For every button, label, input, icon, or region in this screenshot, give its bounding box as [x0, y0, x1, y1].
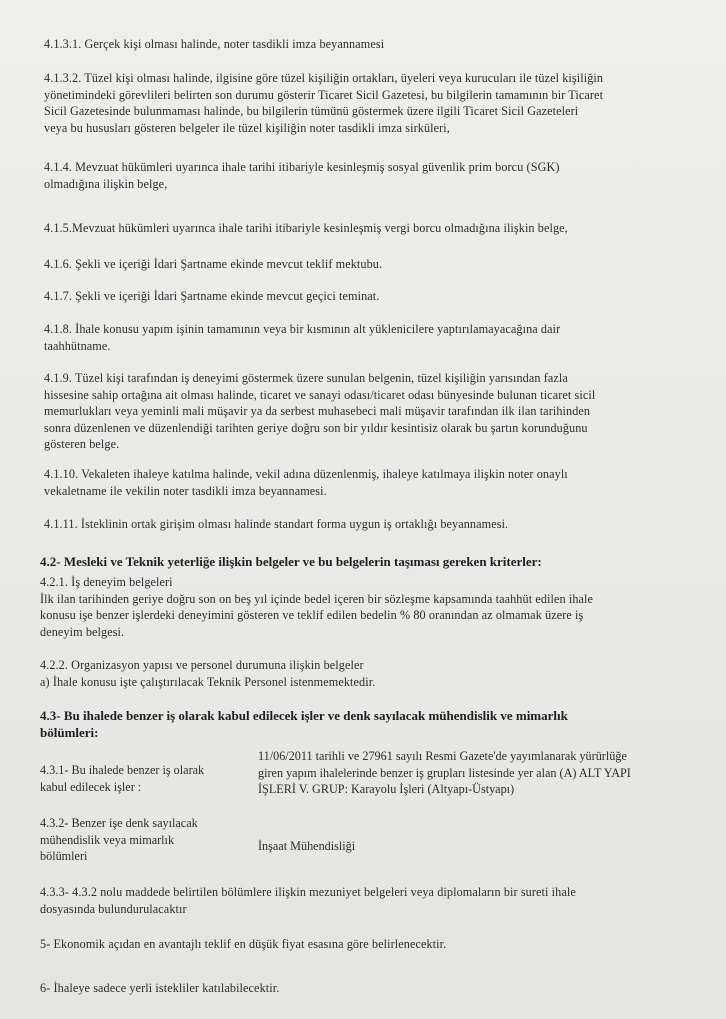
text-line: memurlukları veya yeminli mali müşavir ya da serbest muhasebeci mali müşavir tarafından ilk ilan tarihinden	[44, 404, 591, 418]
text-line: İlk ilan tarihinden geriye doğru son on beş yıl içinde bedel içeren bir sözleşme kapsamında taahhüt edilen ihale	[40, 591, 594, 606]
benzer-is-label	[40, 762, 260, 795]
text-line: dosyasında bulundurulacaktır	[40, 901, 187, 916]
text-line: kabul edilecek işler :	[40, 779, 142, 794]
text-line: 4.3- Bu ihalede benzer iş olarak kabul edilecek işler ve denk sayılacak mühendislik ve mimarlık	[40, 708, 568, 723]
text-line: Sicil Gazetesinde bulunmaması halinde, bu bilgilerin tümünü göstermek üzere ilgili Ticaret Sicil Gazeteleri	[44, 104, 579, 118]
text-line: veya bu hususları gösteren belgeler ile tüzel kişiliğin noter tasdikli imza sirküleri,	[44, 120, 450, 135]
text-line: 4.1.10. Vekaleten ihaleye katılma halinde, vekil adına düzenlenmiş, ihaleye katılmaya ilişkin noter onaylı	[44, 467, 568, 481]
text-line: 4.1.5.Mevzuat hükümleri uyarınca ihale tarihi itibariyle kesinleşmiş vergi borcu olmadığına ilişkin belge,	[44, 221, 568, 235]
item-4-3-3	[40, 884, 702, 917]
text-line: 11/06/2011 tarihli ve 27961 sayılı Resmi Gazete'de yayımlanarak yürürlüğe	[258, 749, 627, 763]
item-4-1-8	[44, 321, 702, 354]
item-4-1-3-2	[44, 70, 702, 136]
section-6	[40, 980, 702, 997]
denk-bolum-value: İnşaat Mühendisliği	[258, 839, 356, 853]
text-line: 4.1.3.2. Tüzel kişi olması halinde, ilgisine göre tüzel kişiliğin ortakları, üyeleri veya kurucuları ile tüzel kişiliğin	[44, 71, 604, 85]
text-line: olmadığına ilişkin belge,	[44, 176, 168, 191]
text-line: 4.1.7. Şekli ve içeriği İdari Şartname ekinde mevcut geçici teminat.	[44, 289, 380, 303]
text-line: bölümleri	[40, 849, 88, 863]
item-4-1-7	[44, 288, 702, 305]
section-5	[40, 936, 702, 953]
item-4-1-6	[44, 256, 702, 273]
text-line: 5- Ekonomik açıdan en avantajlı teklif en düşük fiyat esasına göre belirlenecektir.	[40, 937, 447, 951]
text-line: vekaletname ile vekilin noter tasdikli imza beyannamesi.	[44, 483, 327, 498]
text-line: taahhütname.	[44, 338, 111, 353]
item-4-2-2	[40, 657, 702, 690]
text-line: İŞLERİ V. GRUP: Karayolu İşleri (Altyapı-Üstyapı)	[258, 782, 515, 796]
text-line: a) İhale konusu işte çalıştırılacak Teknik Personel istenmemektedir.	[40, 674, 376, 689]
item-4-2-1	[40, 574, 702, 640]
text-line: gösteren belge.	[44, 437, 120, 451]
section-4-2-heading: 4.2- Mesleki ve Teknik yeterliğe ilişkin belgeler ve bu belgelerin taşıması gereken kriterler:	[40, 554, 542, 569]
text-line: 4.3.3- 4.3.2 nolu maddede belirtilen bölümlere ilişkin mezuniyet belgeleri veya diplomaların bir sureti ihale	[40, 885, 576, 899]
text-line: deneyim belgesi.	[40, 624, 125, 639]
text-line: 4.1.3.1. Gerçek kişi olması halinde, noter tasdikli imza beyannamesi	[44, 37, 385, 51]
text-line: 4.2.2. Organizasyon yapısı ve personel durumuna ilişkin belgeler	[40, 658, 364, 672]
item-4-1-3-1	[44, 36, 702, 53]
text-line: bölümleri:	[40, 725, 99, 740]
section-4-3-heading	[40, 707, 706, 741]
text-line: 4.1.11. İsteklinin ortak girişim olması halinde standart forma uygun iş ortaklığı beyannamesi.	[44, 517, 509, 531]
text-line: mühendislik veya mimarlık	[40, 832, 175, 847]
text-line: 6- İhaleye sadece yerli istekliler katılabilecektir.	[40, 981, 280, 995]
text-line: 4.1.8. İhale konusu yapım işinin tamamının veya bir kısmının alt yüklenicilere yaptırılamayacağına dair	[44, 322, 561, 336]
text-line: 4.1.6. Şekli ve içeriği İdari Şartname ekinde mevcut teklif mektubu.	[44, 257, 383, 271]
benzer-is-value	[258, 748, 718, 798]
text-line: konusu işe benzer işlerdeki deneyimini gösteren ve teklif edilen bedelin % 80 oranından az olmamak üzere iş	[40, 608, 584, 622]
text-line: 4.3.1- Bu ihalede benzer iş olarak	[40, 763, 205, 777]
text-line: giren yapım ihalelerinde benzer iş grupları listesinde yer alan (A) ALT YAPI	[258, 765, 631, 780]
text-line: 4.1.4. Mevzuat hükümleri uyarınca ihale tarihi itibariyle kesinleşmiş sosyal güvenlik prim borcu (SGK)	[44, 160, 560, 174]
text-line: 4.3.2- Benzer işe denk sayılacak	[40, 816, 198, 830]
item-4-1-11	[44, 516, 702, 533]
text-line: sonra düzenlenen ve düzenlendiği tarihten geriye doğru son bir yıldır kesintisiz olarak bu şartın korunduğunu	[44, 420, 588, 435]
item-4-1-5	[44, 220, 702, 237]
denk-bolum-label	[40, 815, 260, 865]
text-line: 4.2.1. İş deneyim belgeleri	[40, 575, 173, 589]
item-4-1-9	[44, 370, 702, 453]
text-line: 4.1.9. Tüzel kişi tarafından iş deneyimi göstermek üzere sunulan belgenin, tüzel kişiliğin yarısından fazla	[44, 371, 568, 385]
text-line: yönetimindeki görevlileri belirten son durumu gösterir Ticaret Sicil Gazetesi, bu bilgilerin tamamının bir Ticaret	[44, 87, 604, 102]
item-4-1-4	[44, 159, 702, 192]
item-4-1-10	[44, 466, 702, 499]
text-line: hissesine sahip ortağına ait olması halinde, ticaret ve sanayi odası/ticaret odası bünyesinde bulunan ticaret sicil	[44, 387, 596, 402]
